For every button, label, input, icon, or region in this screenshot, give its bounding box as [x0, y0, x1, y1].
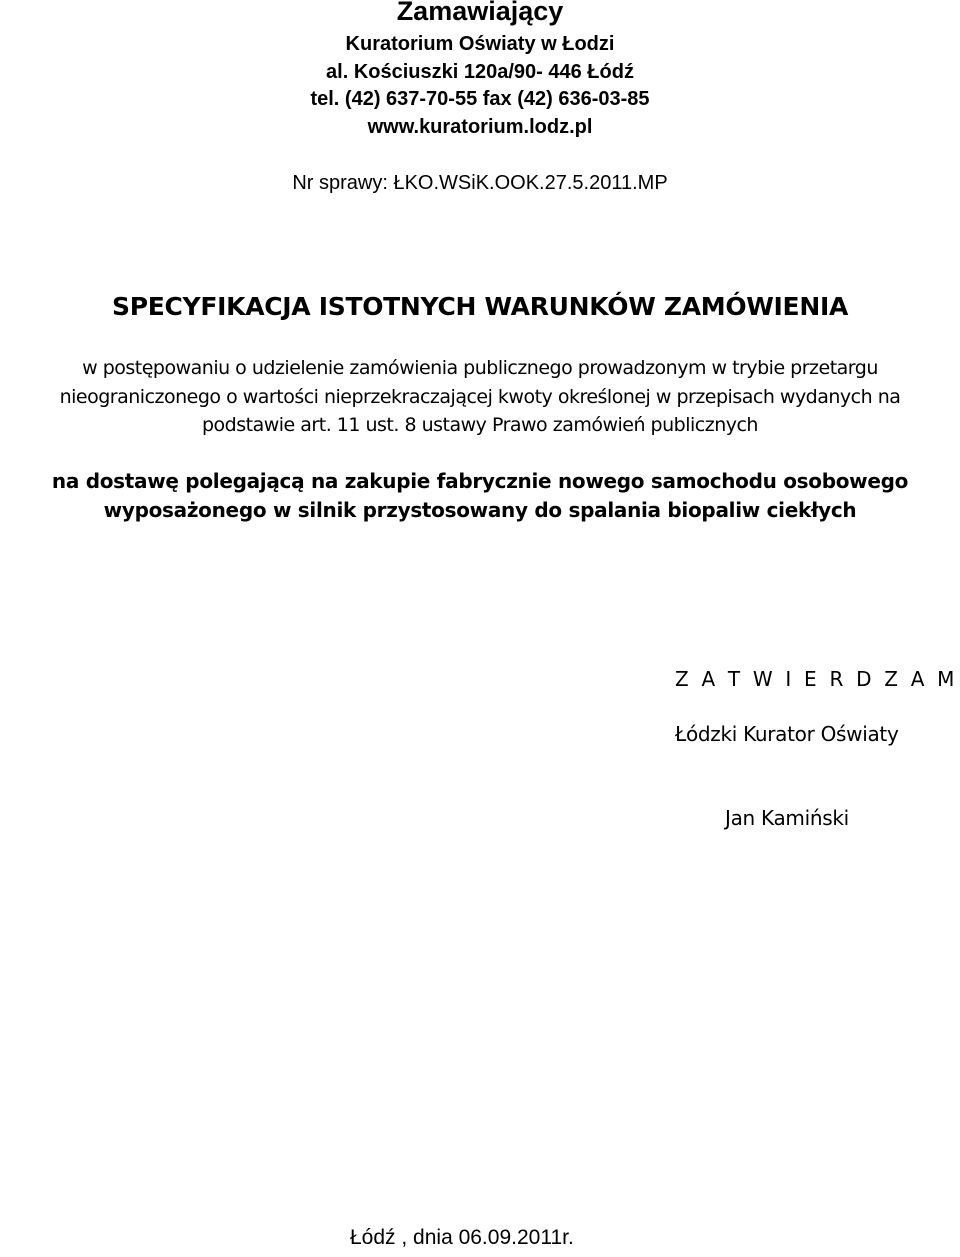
- organization-name: Kuratorium Oświaty w Łodzi: [345, 33, 615, 55]
- document-title: SPECYFIKACJA ISTOTNYCH WARUNKÓW ZAMÓWIENIA: [111, 292, 849, 321]
- subject-line: na dostawę polegającą na zakupie fabrycznie nowego samochodu osobowego: [51, 469, 909, 493]
- intro-line: w postępowaniu o udzielenie zamówienia publicznego prowadzonym w trybie przetargu: [82, 357, 878, 379]
- place-and-date: Łódź , dnia 06.09.2011r.: [350, 1226, 574, 1249]
- organization-address: al. Kościuszki 120a/90- 446 Łódź: [326, 61, 634, 83]
- intro-line: nieograniczonego o wartości nieprzekraczającej kwoty określonej w przepisach wydanych na: [59, 386, 901, 408]
- organization-website: www.kuratorium.lodz.pl: [367, 116, 593, 138]
- subject-line: wyposażonego w silnik przystosowany do spalania biopaliw ciekłych: [103, 498, 857, 522]
- intro-line: podstawie art. 11 ust. 8 ustawy Prawo zamówień publicznych: [202, 414, 758, 436]
- organization-contact: tel. (42) 637-70-55 fax (42) 636-03-85: [310, 88, 650, 110]
- case-number: Nr sprawy: ŁKO.WSiK.OOK.27.5.2011.MP: [292, 172, 668, 194]
- approval-label: Z A T W I E R D Z A M: [675, 667, 958, 691]
- approver-name: Jan Kamiński: [725, 806, 849, 830]
- contracting-party-heading: Zamawiający: [396, 0, 564, 26]
- approver-position: Łódzki Kurator Oświaty: [675, 722, 899, 746]
